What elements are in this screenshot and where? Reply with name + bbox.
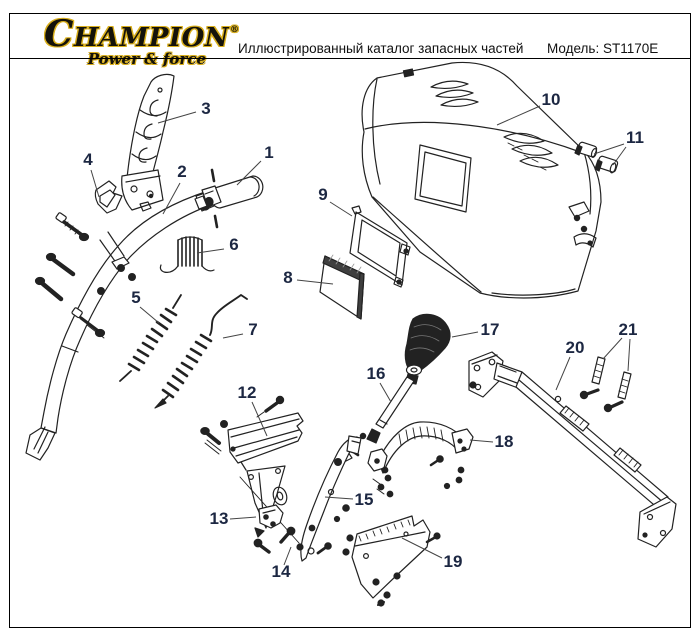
part-5-drawing xyxy=(120,295,181,381)
part-17-drawing xyxy=(405,314,450,384)
callout-number-12: 12 xyxy=(237,383,257,402)
callout-leader-11 xyxy=(594,144,624,154)
callout-number-1: 1 xyxy=(264,143,274,162)
callout-number-9: 9 xyxy=(318,185,328,204)
callout-leader-11 xyxy=(613,147,626,165)
callout-leader-21 xyxy=(628,339,630,371)
logo-brand-text: CHAMPION xyxy=(44,11,230,55)
part-18-drawing xyxy=(368,422,473,497)
hardware-bolts-left xyxy=(36,212,105,338)
callout-number-21: 21 xyxy=(618,320,638,339)
callout-number-17: 17 xyxy=(480,320,500,339)
catalog-title: Иллюстрированный каталог запасных частей xyxy=(238,41,524,56)
part-14-drawing xyxy=(254,527,331,553)
registered-mark: ® xyxy=(230,25,240,35)
callout-leader-7 xyxy=(223,334,243,338)
part-2-drawing xyxy=(26,191,214,460)
callout-leader-16 xyxy=(380,383,391,402)
part-3-drawing xyxy=(122,74,174,211)
part-21-drawing xyxy=(580,357,631,412)
callout-number-10: 10 xyxy=(541,90,561,109)
callout-leader-5 xyxy=(140,307,159,323)
callout-leader-20 xyxy=(556,357,570,390)
part-19-drawing xyxy=(343,516,440,606)
callout-number-7: 7 xyxy=(248,320,258,339)
callout-leader-13 xyxy=(230,517,256,519)
callout-number-15: 15 xyxy=(354,490,374,509)
callout-number-13: 13 xyxy=(209,509,229,528)
callout-leader-21 xyxy=(603,338,622,359)
part-4-drawing xyxy=(95,181,122,213)
model-label: Модель: ST1170E xyxy=(547,41,659,56)
callout-number-6: 6 xyxy=(229,235,239,254)
callout-leader-17 xyxy=(452,332,478,337)
callout-number-3: 3 xyxy=(201,99,211,118)
callout-number-19: 19 xyxy=(443,552,463,571)
callout-number-5: 5 xyxy=(131,288,141,307)
callout-number-18: 18 xyxy=(494,432,514,451)
callout-number-4: 4 xyxy=(83,150,93,169)
callout-number-8: 8 xyxy=(283,268,293,287)
callout-number-20: 20 xyxy=(565,338,585,357)
callout-leader-9 xyxy=(330,202,352,216)
part-6-drawing xyxy=(160,237,214,272)
part-8-drawing xyxy=(320,255,364,319)
callout-number-14: 14 xyxy=(271,562,291,581)
callout-number-11: 11 xyxy=(626,128,644,147)
callout-leader-6 xyxy=(197,249,224,253)
logo-tagline: Power & force xyxy=(87,49,206,68)
callout-number-2: 2 xyxy=(177,162,187,181)
callout-leader-18 xyxy=(470,440,493,442)
callout-number-16: 16 xyxy=(366,364,386,383)
part-1-drawing xyxy=(195,170,263,227)
